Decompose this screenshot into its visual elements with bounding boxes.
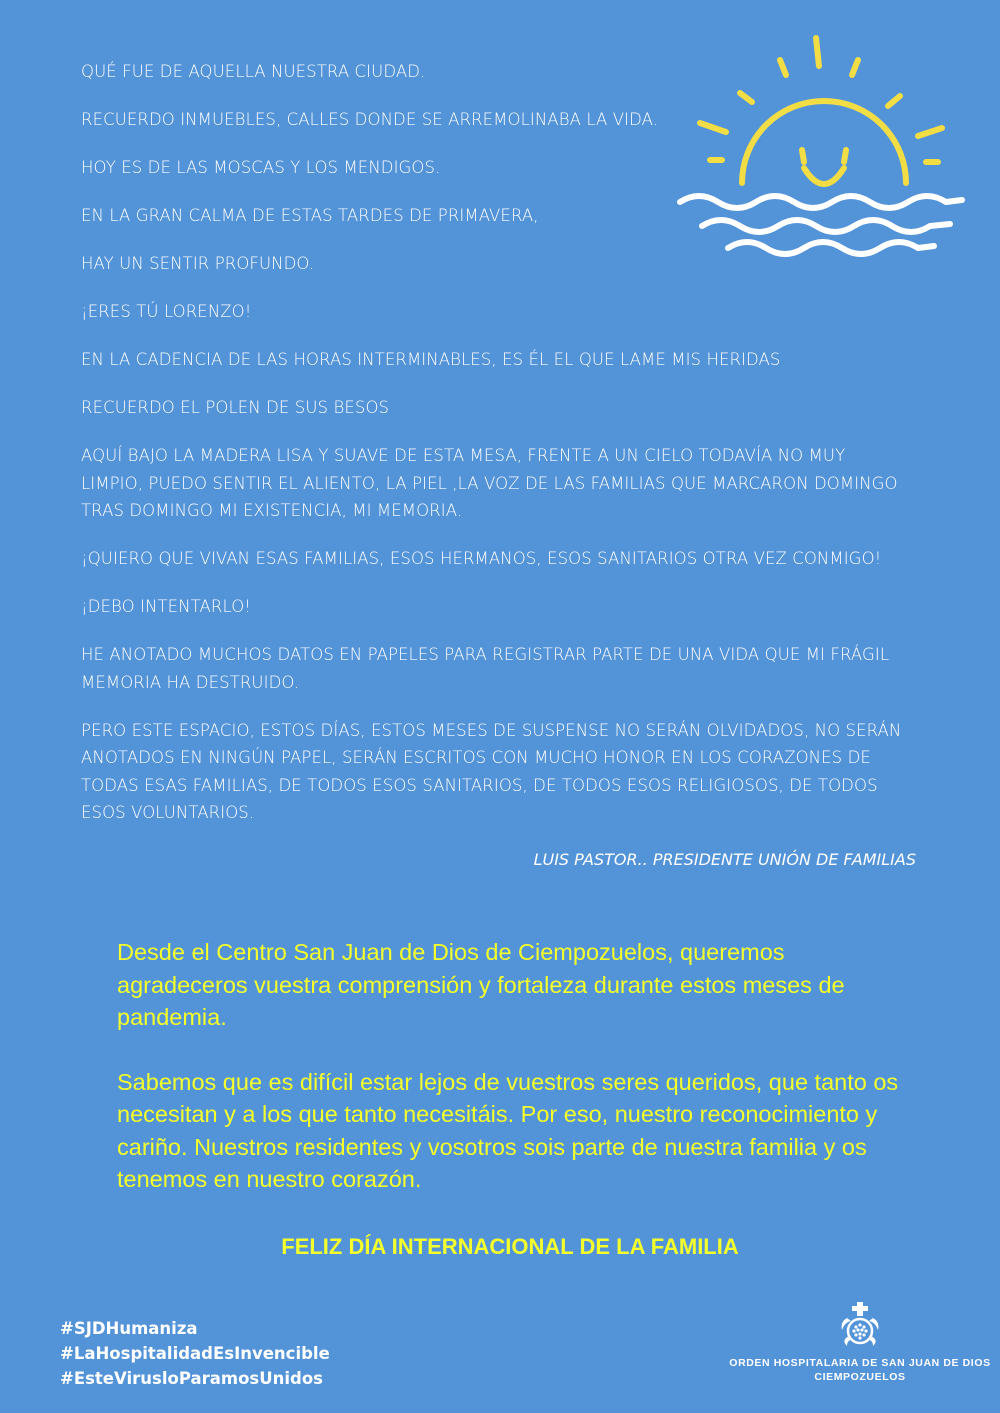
organization-block [700,1300,1000,1384]
poem-line: RECUERDO EL POLEN DE SUS BESOS [81,398,390,417]
poem-paragraph: AQUÍ BAJO LA MADERA LISA Y SUAVE DE ESTA MESA, FRENTE A UN CIELO TODAVÍA NO MUY LIMPIO, PUEDO SENTIR EL ALIENTO, LA PIEL ,LA VOZ DE LAS FAMILIAS QUE MARCARON DOMINGO TRAS DOMINGO MI EXISTENCIA, MI MEMORIA. [81,446,898,520]
organization-place: CIEMPOZUELOS [814,1371,906,1383]
organization-name: ORDEN HOSPITALARIA DE SAN JUAN DE DIOS [729,1357,991,1369]
hashtag: #LaHospitalidadEsInvencible [60,1344,330,1363]
closing-greeting: FELIZ DÍA INTERNACIONAL DE LA FAMILIA [281,1234,739,1259]
poem-signature: LUIS PASTOR.. PRESIDENTE UNIÓN DE FAMILIAS [533,850,916,869]
poem-paragraph: HE ANOTADO MUCHOS DATOS EN PAPELES PARA REGISTRAR PARTE DE UNA VIDA QUE MI FRÁGIL MEMORIA HA DESTRUIDO. [81,645,890,692]
poem-line: EN LA CADENCIA DE LAS HORAS INTERMINABLES, ES ÉL EL QUE LAME MIS HERIDAS [81,350,781,369]
gratitude-message [117,936,917,1228]
poem-line: QUÉ FUE DE AQUELLA NUESTRA CIUDAD. [81,62,426,81]
poem-line: ¡QUIERO QUE VIVAN ESAS FAMILIAS, ESOS HERMANOS, ESOS SANITARIOS OTRA VEZ CONMIGO! [81,549,882,568]
poem-line: ¡DEBO INTENTARLO! [81,597,252,616]
poem-line: EN LA GRAN CALMA DE ESTAS TARDES DE PRIMAVERA, [81,206,539,225]
poem-line: HAY UN SENTIR PROFUNDO. [81,254,315,273]
poem-line: RECUERDO INMUEBLES, CALLES DONDE SE ARREMOLINABA LA VIDA. [81,110,659,129]
poem-line: HOY ES DE LAS MOSCAS Y LOS MENDIGOS. [81,158,441,177]
hashtag-list [60,1316,330,1391]
poem-paragraph: PERO ESTE ESPACIO, ESTOS DÍAS, ESTOS MESES DE SUSPENSE NO SERÁN OLVIDADOS, NO SERÁN ANOTADOS EN NINGÚN PAPEL, SERÁN ESCRITOS CON MUCHO HONOR EN LOS CORAZONES DE TODAS ESAS FAMILIAS, DE TODOS ESOS SANITARIOS, DE TODOS ESOS RELIGIOSOS, DE TODOS ESOS VOLUNTARIOS. [81,720,902,822]
message-paragraph: Sabemos que es difícil estar lejos de vuestros seres queridos, que tanto os necesitan y a los que tanto necesitáis. Por eso, nuestro reconocimiento y cariño. Nuestros residentes y vosotros sois parte de nuestra familia y os tenemos en nuestro corazón. [117,1068,899,1192]
pomegranate-cross-logo-icon [835,1300,885,1350]
message-paragraph: Desde el Centro San Juan de Dios de Ciempozuelos, queremos agradeceros vuestra comprensión y fortaleza durante estos meses de pandemia. [117,939,845,1030]
poem-line: ¡ERES TÚ LORENZO! [81,302,252,321]
hashtag: #SJDHumaniza [60,1319,198,1338]
hashtag: #EsteVirusloParamosUnidos [60,1369,324,1388]
poem [81,58,911,847]
